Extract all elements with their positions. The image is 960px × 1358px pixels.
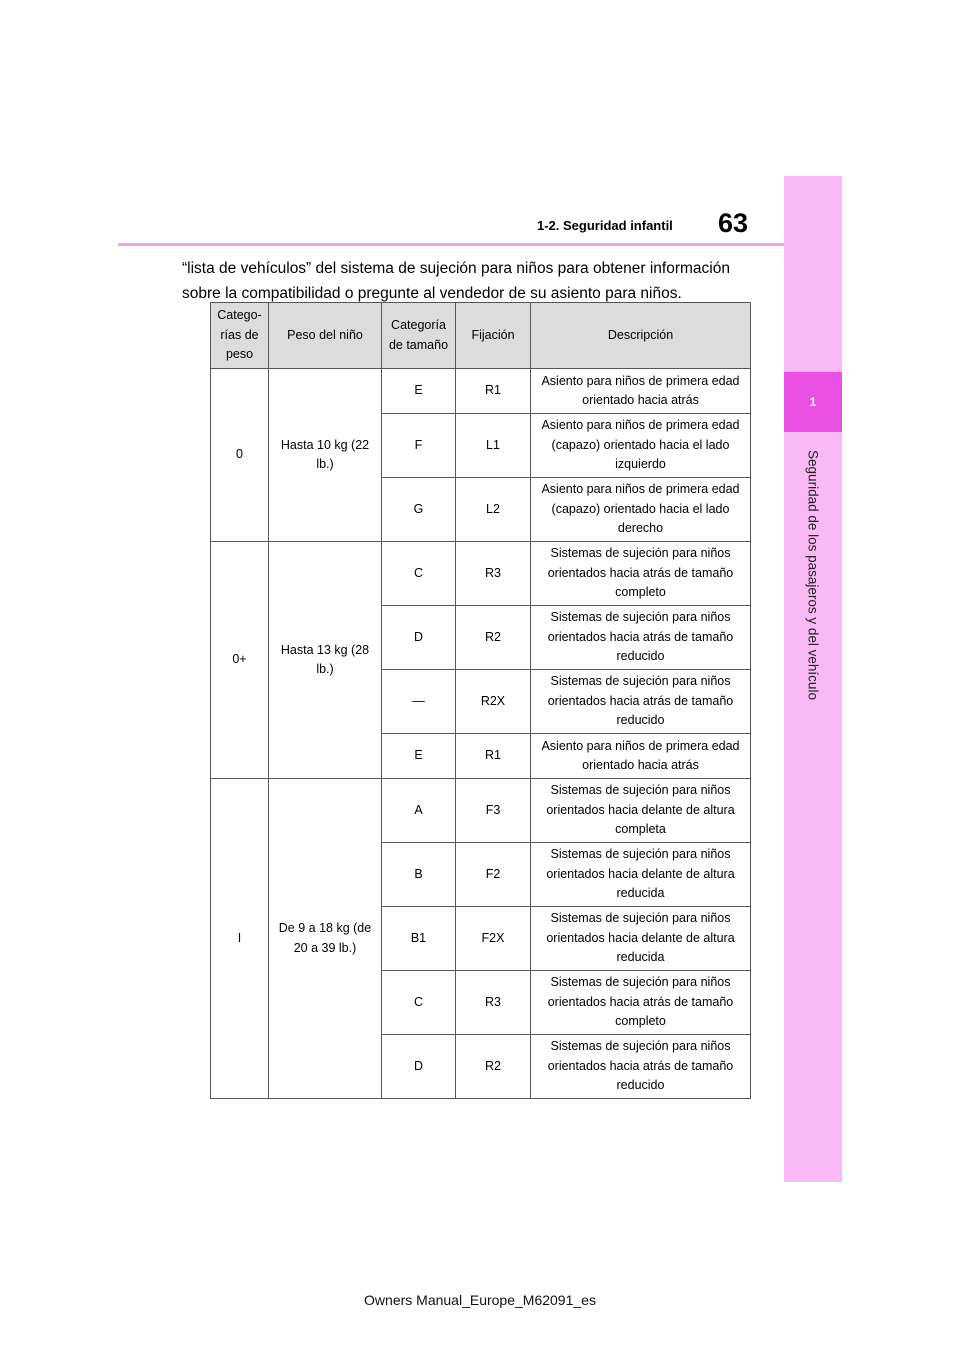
description-cell: Asiento para niños de primera edad (capazo) orientado hacia el lado izquierdo: [531, 414, 751, 478]
header-category: Catego- rías de peso: [211, 303, 269, 369]
fixation-cell: F2X: [456, 907, 531, 971]
size-category-cell: E: [382, 734, 456, 779]
child-weight-cell: Hasta 10 kg (22 lb.): [269, 369, 382, 542]
fixation-cell: R2X: [456, 670, 531, 734]
header-divider: [118, 243, 784, 246]
description-cell: Asiento para niños de primera edad orientado hacia atrás: [531, 734, 751, 779]
page-number: 63: [718, 208, 749, 238]
weight-category-cell: I: [211, 779, 269, 1099]
size-category-cell: D: [382, 1035, 456, 1099]
section-title: 1-2. Seguridad infantil: [537, 218, 673, 233]
fixation-cell: L1: [456, 414, 531, 478]
size-category-cell: A: [382, 779, 456, 843]
size-category-cell: E: [382, 369, 456, 414]
fixation-cell: R3: [456, 542, 531, 606]
description-cell: Sistemas de sujeción para niños orientados hacia delante de altura reducida: [531, 907, 751, 971]
description-cell: Sistemas de sujeción para niños orientados hacia atrás de tamaño completo: [531, 971, 751, 1035]
weight-category-cell: 0+: [211, 542, 269, 779]
table-header-row: [211, 303, 751, 369]
description-cell: Sistemas de sujeción para niños orientados hacia delante de altura reducida: [531, 843, 751, 907]
description-cell: Sistemas de sujeción para niños orientados hacia atrás de tamaño reducido: [531, 1035, 751, 1099]
header-fixation: Fijación: [456, 303, 531, 369]
size-category-cell: —: [382, 670, 456, 734]
fixation-cell: R1: [456, 734, 531, 779]
child-weight-cell: Hasta 13 kg (28 lb.): [269, 542, 382, 779]
footer-document-id: Owners Manual_Europe_M62091_es: [364, 1292, 596, 1308]
header-size: Categoría de tamaño: [382, 303, 456, 369]
table-row: [211, 779, 751, 843]
description-cell: Sistemas de sujeción para niños orientados hacia delante de altura completa: [531, 779, 751, 843]
description-cell: Asiento para niños de primera edad (capazo) orientado hacia el lado derecho: [531, 478, 751, 542]
description-cell: Sistemas de sujeción para niños orientados hacia atrás de tamaño reducido: [531, 670, 751, 734]
table-row: [211, 369, 751, 414]
fixation-cell: F3: [456, 779, 531, 843]
fixation-cell: R1: [456, 369, 531, 414]
size-category-cell: C: [382, 971, 456, 1035]
child-seat-size-table: [210, 302, 751, 1099]
size-category-cell: B: [382, 843, 456, 907]
fixation-cell: R3: [456, 971, 531, 1035]
header-weight: Peso del niño: [269, 303, 382, 369]
fixation-cell: R2: [456, 1035, 531, 1099]
fixation-cell: F2: [456, 843, 531, 907]
description-cell: Sistemas de sujeción para niños orientados hacia atrás de tamaño reducido: [531, 606, 751, 670]
chapter-title: Seguridad de los pasajeros y del vehículo: [805, 450, 821, 700]
description-cell: Sistemas de sujeción para niños orientados hacia atrás de tamaño completo: [531, 542, 751, 606]
intro-paragraph: “lista de vehículos” del sistema de sujeción para niños para obtener información sobre la compatibilidad o pregunte al vendedor de su asiento para niños.: [182, 260, 730, 302]
size-category-cell: D: [382, 606, 456, 670]
weight-category-cell: 0: [211, 369, 269, 542]
size-category-cell: F: [382, 414, 456, 478]
table-row: [211, 542, 751, 606]
description-cell: Asiento para niños de primera edad orientado hacia atrás: [531, 369, 751, 414]
chapter-number: 1: [784, 372, 842, 432]
child-weight-cell: De 9 a 18 kg (de 20 a 39 lb.): [269, 779, 382, 1099]
size-category-cell: G: [382, 478, 456, 542]
header-description: Descripción: [531, 303, 751, 369]
fixation-cell: L2: [456, 478, 531, 542]
fixation-cell: R2: [456, 606, 531, 670]
size-category-cell: C: [382, 542, 456, 606]
size-category-cell: B1: [382, 907, 456, 971]
